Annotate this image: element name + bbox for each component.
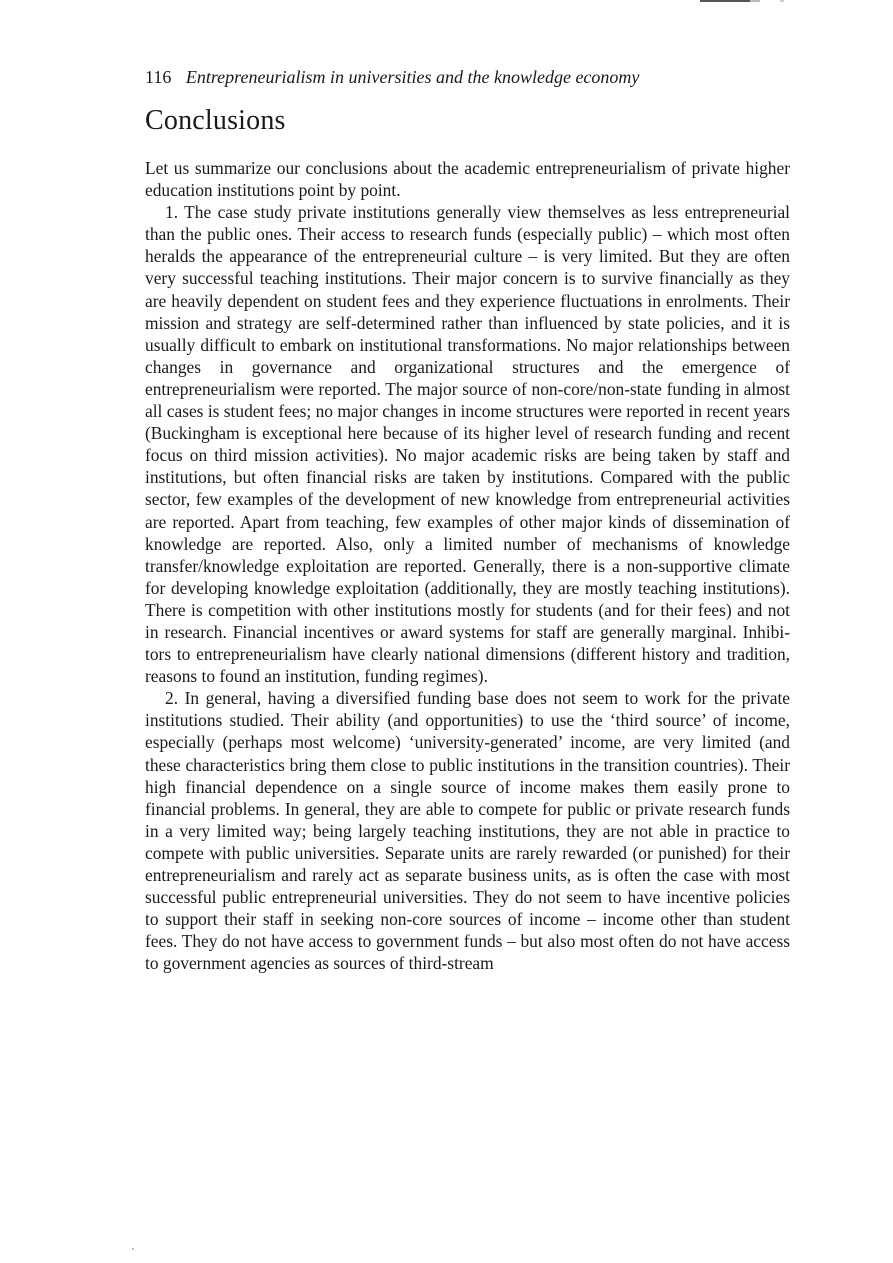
running-head	[145, 64, 785, 90]
scan-edge-mark	[700, 0, 820, 2]
margin-dot	[132, 1248, 134, 1250]
running-head-title: Entrepreneurialism in universities and the knowledge economy	[185, 67, 640, 87]
body-text	[145, 157, 790, 974]
section-heading: Conclusions	[145, 105, 286, 136]
paragraph-point-2: 2. In general, having a diversified funding base does not seem to work for the private institutions studied. Their ability (and opportunities) to use the ‘third source’ of income, especially (perhaps most welcome) ‘university-generated’ income, are very limited (and these characteristics bring them close to public institutions in the transition countries). Their high financial dependence on a single source of income makes them easily prone to financial problems. In general, they are able to compete for public or private research funds in a very limited way; being largely teaching institutions, they are not able in practice to compete with public universities. Separate units are rarely rewarded (or punished) for their entrepreneurialism and rarely act as separate business units, as is often the case with most successful public entrepreneurial universities. They do not seem to have incentive policies to support their staff in seeking non-core sources of income – income other than student fees. They do not have access to government funds – but also most often do not have access to government agencies as sources of third-stream	[145, 688, 790, 974]
page-number: 116	[145, 67, 172, 87]
paragraph-point-1: 1. The case study private institutions generally view themselves as less entrepreneurial than the public ones. Their access to research funds (especially public) – which most often heralds the appearance of the entrepreneurial culture – is very limited. But they are often very successful teaching institutions. Their major concern is to survive financially as they are heavily dependent on student fees and they experience fluctuations in enrolments. Their mission and strategy are self-determined rather than influenced by state policies, and it is usually difficult to embark on institutional transformations. No major relationships between changes in governance and organizational structures and the emergence of entrepreneurialism were reported. The major source of non-core/non-state funding in almost all cases is student fees; no major changes in income structures were reported in recent years (Buckingham is exceptional here because of its higher level of research funding and recent focus on third mission activities). No major academic risks are being taken by staff and institutions, but often financial risks are taken by institutions. Compared with the public sector, few examples of the development of new knowledge from entrepreneurial activities are reported. Apart from teaching, few examples of other major kinds of dissemination of knowledge are reported. Also, only a limited number of mechanisms of knowledge transfer/knowledge exploitation are reported. Generally, there is a non-supportive climate for developing knowledge exploitation (additionally, they are mostly teaching institutions). There is competition with other institutions mostly for students (and for their fees) and not in research. Financial incentives or award systems for staff are generally marginal. Inhibitors to entrepreneurialism have clearly national dimensions (different history and tradition, reasons to found an institution, funding regimes).	[145, 202, 790, 687]
paragraph-intro: Let us summarize our conclusions about the academic entrepreneurialism of private higher education institutions point by point.	[145, 158, 790, 201]
